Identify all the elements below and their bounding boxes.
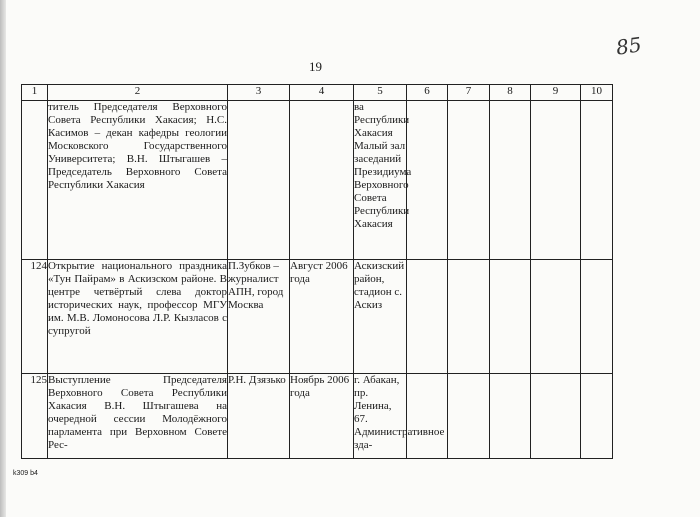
photo-date xyxy=(290,101,354,260)
column-header: 10 xyxy=(581,85,613,101)
archive-table xyxy=(21,84,613,459)
empty-cell xyxy=(490,374,531,459)
table-row xyxy=(22,101,613,260)
column-header: 2 xyxy=(48,85,228,101)
empty-cell xyxy=(448,101,490,260)
empty-cell xyxy=(448,374,490,459)
column-header: 6 xyxy=(407,85,448,101)
column-header: 1 xyxy=(22,85,48,101)
page-number: 19 xyxy=(309,59,322,74)
row-number: 125 xyxy=(30,374,47,386)
photo-author xyxy=(228,101,290,260)
row-number: 124 xyxy=(22,260,48,374)
table-row xyxy=(22,374,613,459)
table-header-row xyxy=(22,85,613,101)
photo-description: Открытие национального праздника «Тун Пайрам» в Аскизском районе. В центре четвёртый слева доктор исторических наук, профессор МГУ им. М.В. Ломоносова Л.Р. Кызласов с супругой xyxy=(48,260,228,374)
photo-location: ва Республики Хакасия Малый зал заседаний Президиума Верховного Совета Республики Хакасия xyxy=(354,101,407,260)
table-row xyxy=(22,260,613,374)
photo-author: П.Зубков – журналист АПН, город Москва xyxy=(228,260,290,374)
column-header: 9 xyxy=(531,85,581,101)
empty-cell xyxy=(490,260,531,374)
footer-code: k309 b4 xyxy=(13,470,38,477)
column-header: 3 xyxy=(228,85,290,101)
photo-location: г. Абакан, пр. Ленина, 67. Административное зда- xyxy=(354,374,445,451)
photo-description: Выступление Председателя Верховного Совета Республики Хакасия В.Н. Штыгашева на очередной сессии Молодёжного парламента при Верховном Совете Рес- xyxy=(48,374,227,451)
handwritten-page-mark: 85 xyxy=(614,32,643,60)
photo-date: Ноябрь 2006 года xyxy=(290,374,350,399)
column-header: 8 xyxy=(490,85,531,101)
empty-cell xyxy=(581,260,613,374)
empty-cell xyxy=(531,374,581,459)
empty-cell xyxy=(581,374,613,459)
empty-cell xyxy=(407,374,448,459)
empty-cell xyxy=(581,101,613,260)
column-header: 5 xyxy=(354,85,407,101)
photo-date: Август 2006 года xyxy=(290,260,354,374)
scan-edge-shadow xyxy=(0,0,6,517)
empty-cell xyxy=(531,101,581,260)
empty-cell xyxy=(448,260,490,374)
empty-cell xyxy=(407,101,448,260)
column-header: 7 xyxy=(448,85,490,101)
empty-cell xyxy=(407,260,448,374)
column-header: 4 xyxy=(290,85,354,101)
empty-cell xyxy=(531,260,581,374)
row-number xyxy=(22,101,48,260)
empty-cell xyxy=(490,101,531,260)
photo-location: Аскизский район, стадион с. Аскиз xyxy=(354,260,407,374)
photo-description: титель Председателя Верховного Совета Республики Хакасия; Н.С. Касимов – декан кафедры геологии Московского Государственного Университета; В.Н. Штыгашев – Председатель Верховного Совета Республики Хакасия xyxy=(48,101,228,260)
photo-author: Р.Н. Дзязько xyxy=(228,374,286,386)
